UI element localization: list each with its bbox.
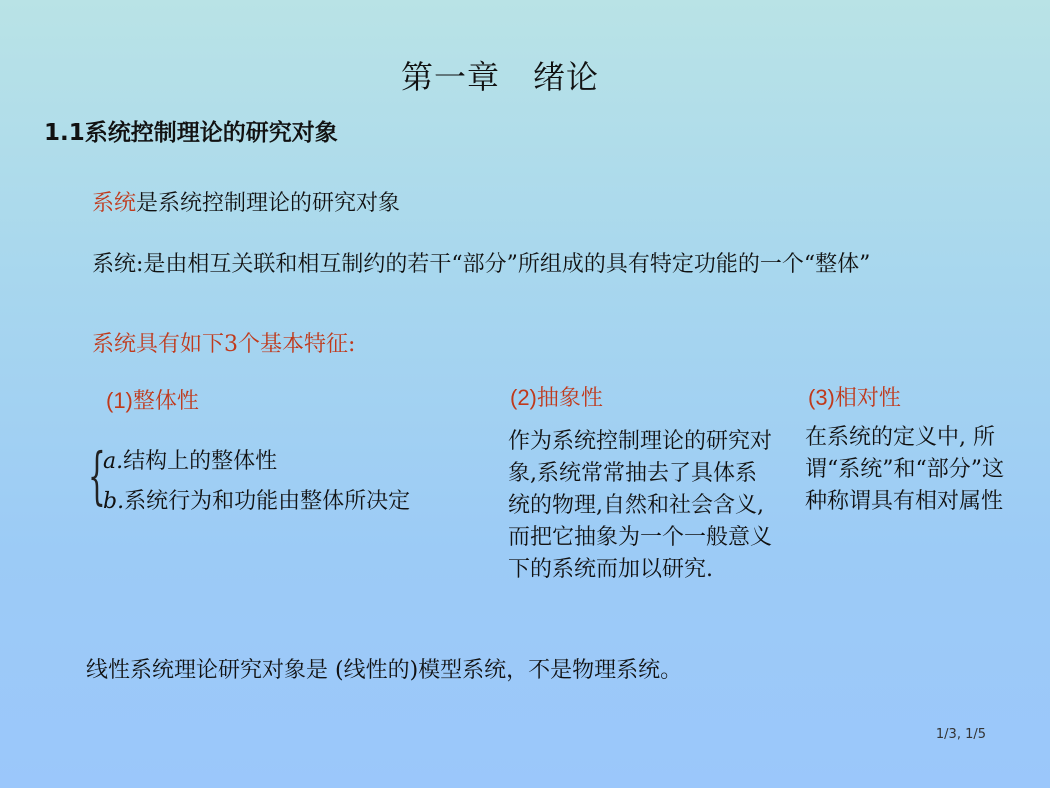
wholeness-list <box>88 440 488 520</box>
intro-term: 系统 <box>92 191 137 216</box>
left-brace-icon: { <box>88 439 106 512</box>
feature-heading-abstraction: (2)抽象性 <box>510 385 603 410</box>
closing-statement: 线性系统理论研究对象是 (线性的)模型系统，不是物理系统。 <box>86 658 683 683</box>
intro-line <box>92 186 400 217</box>
abstraction-description: 作为系统控制理论的研究对象,系统常常抽去了具体系统的物理,自然和社会含义,而把它抽象为一个一般意义下的系统而加以研究. <box>508 429 773 582</box>
page-indicator: 1/3, 1/5 <box>935 727 986 742</box>
feature-heading-wholeness: (1)整体性 <box>106 388 199 413</box>
wholeness-item-b <box>103 484 410 515</box>
wholeness-item-a <box>103 444 277 475</box>
feature-heading-relativity: (3)相对性 <box>808 385 901 410</box>
slide-title: 第一章 绪论 <box>400 58 599 96</box>
item-text: 结构上的整体性 <box>123 449 278 474</box>
intro-rest: 是系统控制理论的研究对象 <box>136 191 401 216</box>
section-heading: 1.1系统控制理论的研究对象 <box>44 120 338 146</box>
system-definition: 系统:是由相互关联和相互制约的若干“部分”所组成的具有特定功能的一个“整体” <box>92 252 871 277</box>
item-letter: b. <box>103 489 125 514</box>
relativity-description: 在系统的定义中, 所谓“系统”和“部分”这种称谓具有相对属性 <box>805 425 1004 514</box>
item-letter: a. <box>103 449 124 474</box>
features-heading: 系统具有如下3个基本特征: <box>92 332 356 357</box>
item-text: 系统行为和功能由整体所决定 <box>124 489 411 514</box>
